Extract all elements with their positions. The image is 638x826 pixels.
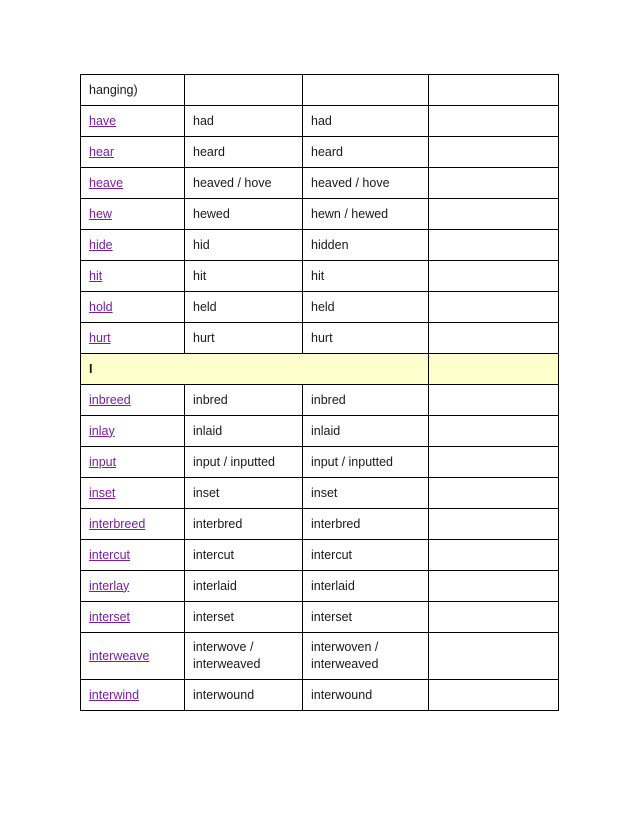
past-simple-cell (185, 75, 303, 106)
table-row-continued (81, 75, 559, 106)
past-simple-cell: hewed (185, 199, 303, 230)
notes-cell (429, 230, 559, 261)
notes-cell (429, 261, 559, 292)
past-simple-cell: input / inputted (185, 447, 303, 478)
verb-link-input[interactable]: input (89, 454, 117, 469)
verb-link-hide[interactable]: hide (89, 237, 113, 252)
past-simple-cell: interwound (185, 680, 303, 711)
table-row (81, 478, 559, 509)
table-row (81, 168, 559, 199)
verb-link-inbreed[interactable]: inbreed (89, 392, 131, 407)
base-form-cell (81, 571, 185, 602)
past-simple-cell: hit (185, 261, 303, 292)
notes-cell (429, 571, 559, 602)
base-form-cell (81, 633, 185, 680)
base-form-cell (81, 509, 185, 540)
notes-cell (429, 602, 559, 633)
notes-cell (429, 75, 559, 106)
notes-cell (429, 509, 559, 540)
past-participle-cell: interwoven / interweaved (303, 633, 429, 680)
table-row (81, 261, 559, 292)
table-row (81, 323, 559, 354)
verb-link-interset[interactable]: interset (89, 609, 130, 624)
past-participle-cell: had (303, 106, 429, 137)
past-simple-cell: interset (185, 602, 303, 633)
verb-link-hew[interactable]: hew (89, 206, 112, 221)
section-notes-cell (429, 354, 559, 385)
past-participle-cell: inbred (303, 385, 429, 416)
past-participle-cell: heard (303, 137, 429, 168)
past-simple-cell: had (185, 106, 303, 137)
past-participle-cell: hit (303, 261, 429, 292)
past-simple-cell: inbred (185, 385, 303, 416)
base-form-cell: hanging) (81, 75, 185, 106)
past-simple-cell: intercut (185, 540, 303, 571)
notes-cell (429, 106, 559, 137)
verb-link-interbreed[interactable]: interbreed (89, 516, 146, 531)
table-row (81, 199, 559, 230)
notes-cell (429, 199, 559, 230)
verb-link-inlay[interactable]: inlay (89, 423, 115, 438)
past-participle-cell: hurt (303, 323, 429, 354)
past-simple-cell: heard (185, 137, 303, 168)
table-row (81, 540, 559, 571)
table-row (81, 137, 559, 168)
past-participle-cell (303, 75, 429, 106)
verb-link-interlay[interactable]: interlay (89, 578, 130, 593)
past-simple-cell: hid (185, 230, 303, 261)
notes-cell (429, 478, 559, 509)
base-form-cell (81, 323, 185, 354)
base-form-cell (81, 478, 185, 509)
past-participle-cell: interset (303, 602, 429, 633)
notes-cell (429, 633, 559, 680)
past-simple-cell: interbred (185, 509, 303, 540)
past-simple-cell: interlaid (185, 571, 303, 602)
past-participle-cell: inlaid (303, 416, 429, 447)
past-participle-cell: heaved / hove (303, 168, 429, 199)
base-form-cell (81, 261, 185, 292)
notes-cell (429, 292, 559, 323)
table-row (81, 416, 559, 447)
verb-link-heave[interactable]: heave (89, 175, 124, 190)
past-participle-cell: held (303, 292, 429, 323)
past-participle-cell: interlaid (303, 571, 429, 602)
base-form-cell (81, 230, 185, 261)
past-simple-cell: interwove / interweaved (185, 633, 303, 680)
verb-link-hold[interactable]: hold (89, 299, 113, 314)
past-simple-cell: held (185, 292, 303, 323)
verb-link-interwind[interactable]: interwind (89, 687, 140, 702)
verb-link-have[interactable]: have (89, 113, 117, 128)
table-row (81, 292, 559, 323)
past-simple-cell: heaved / hove (185, 168, 303, 199)
verb-link-hurt[interactable]: hurt (89, 330, 111, 345)
section-header-row (81, 354, 559, 385)
base-form-cell (81, 540, 185, 571)
notes-cell (429, 540, 559, 571)
past-participle-cell: input / inputted (303, 447, 429, 478)
verb-link-hit[interactable]: hit (89, 268, 103, 283)
past-participle-cell: interbred (303, 509, 429, 540)
base-form-cell (81, 199, 185, 230)
past-simple-cell: inset (185, 478, 303, 509)
table-row (81, 602, 559, 633)
notes-cell (429, 416, 559, 447)
notes-cell (429, 447, 559, 478)
past-participle-cell: inset (303, 478, 429, 509)
table-row (81, 385, 559, 416)
base-form-cell (81, 292, 185, 323)
base-form-cell (81, 602, 185, 633)
past-participle-cell: hewn / hewed (303, 199, 429, 230)
base-form-cell (81, 416, 185, 447)
past-participle-cell: interwound (303, 680, 429, 711)
verb-link-hear[interactable]: hear (89, 144, 115, 159)
notes-cell (429, 137, 559, 168)
table-row (81, 633, 559, 680)
irregular-verbs-table (80, 74, 559, 711)
table-row (81, 230, 559, 261)
base-form-cell (81, 680, 185, 711)
notes-cell (429, 168, 559, 199)
verb-link-intercut[interactable]: intercut (89, 547, 130, 562)
notes-cell (429, 323, 559, 354)
past-participle-cell: intercut (303, 540, 429, 571)
table-row (81, 571, 559, 602)
notes-cell (429, 385, 559, 416)
base-form-cell (81, 385, 185, 416)
table-row (81, 680, 559, 711)
table-row (81, 106, 559, 137)
base-form-cell (81, 137, 185, 168)
past-participle-cell: hidden (303, 230, 429, 261)
table-row (81, 447, 559, 478)
base-form-cell (81, 447, 185, 478)
verb-link-interweave[interactable]: interweave (89, 648, 150, 663)
base-form-cell (81, 168, 185, 199)
table-row (81, 509, 559, 540)
past-simple-cell: inlaid (185, 416, 303, 447)
section-letter: I (81, 354, 429, 385)
past-simple-cell: hurt (185, 323, 303, 354)
base-form-cell (81, 106, 185, 137)
verb-link-inset[interactable]: inset (89, 485, 116, 500)
notes-cell (429, 680, 559, 711)
